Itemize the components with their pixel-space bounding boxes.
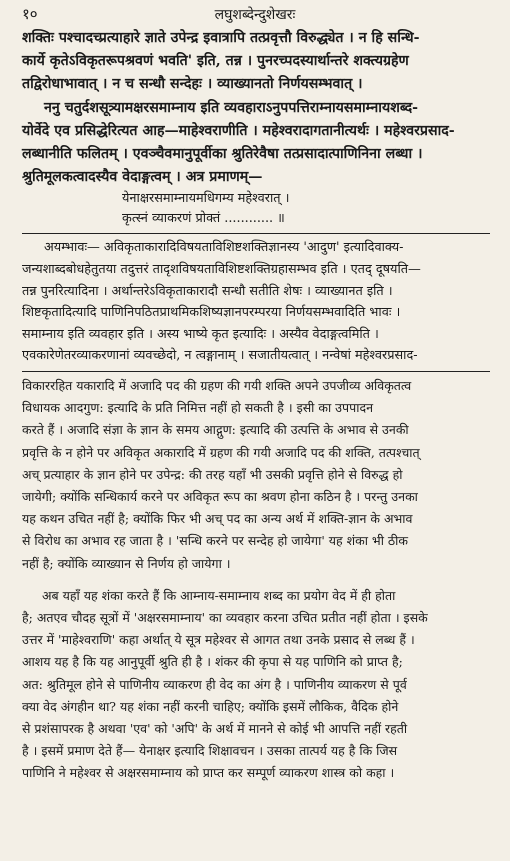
translation-line: विधायक आदगुण: इत्यादि के प्रति निमित्त नहीं हो सकती है । इसी का उपपादन (22, 400, 374, 416)
translation-line: अच् प्रत्याहार के ज्ञान होने पर उपेन्द्र: की तरह यहाँ भी उसकी प्रवृत्ति होने से विरुद्ध हो (22, 466, 403, 482)
translation-line: जायेगी; क्योंकि सन्धिकार्य करने पर अविकृत रूप का श्रवण होना कठिन है । परन्तु उनका (22, 489, 418, 504)
page-number: १० (22, 5, 38, 23)
verse-line: कृत्स्नं व्याकरणं प्रोक्तं ............ ॥ (122, 211, 285, 227)
verse-quote (22, 189, 496, 229)
translation-line: से प्रशंसापरक है अथवा 'एव' को 'अपि' के अर्थ में मानने से कोई भी आपत्ति नहीं रहती (22, 721, 408, 737)
root-line: योर्वेदे एव प्रसिद्धेरित्यत आह—माहेश्वराणीति । महेश्वरादागतानीत्यर्थः । महेश्वरप्रसाद- (22, 122, 455, 139)
translation-line: यह कथन उचित नहीं है; क्योंकि फिर भी अच् पद का अन्य अर्थ में शक्ति-ज्ञान के अभाव (22, 511, 413, 527)
translation-line: अब यहाँ यह शंका करते हैं कि आम्नाय-समाम्नाय शब्द का प्रयोग वेद में ही होता (42, 587, 396, 603)
translation-line: है; अतएव चौदह सूत्रों में 'अक्षरसमाम्नाय' का व्यवहार करना उचित प्रतीत नहीं होता । इसके (22, 610, 428, 626)
root-line: लब्धानीति फलितम् । एवञ्चैवमानुपूर्वीका श्रुतिरेवैषा तत्प्रसादात्पाणिनिना लब्धा । (22, 146, 423, 163)
translation-line: प्रवृत्ति के न होने पर अविकृत अकारादि में ग्रहण की गयी अजादि पद की शक्ति, तत्पश्चात् (22, 444, 420, 460)
translation-line: विकाररहित यकारादि में अजादि पद की ग्रहण की गयी शक्ति अपने उपजीव्य अविकृतत्व (22, 377, 412, 393)
translation-paragraph-2 (22, 585, 496, 785)
root-line: शक्तिः पश्चादच्प्रत्याहारे ज्ञाते उपेन्द्र इवात्रापि तत्प्रवृत्तौ विरुद्ध्येत । न हि सन्धि- (22, 30, 420, 46)
section-divider (22, 371, 490, 372)
translation-line: नहीं है; क्योंकि व्याख्यान से निर्णय हो जायेगा । (22, 555, 231, 571)
translation-line: से विरोध का अभाव रह जाता है । 'सन्धि करने पर सन्देह हो जायेगा' यह शंका भी ठीक (22, 533, 409, 549)
section-divider (22, 233, 490, 234)
translation-line: उत्तर में 'माहेश्वराणि' कहा अर्थात् ये सूत्र महेश्वर से आगत तथा उनके प्रसाद से लब्ध हैं । (22, 632, 415, 648)
translation-line: क्या वेद अंगहीन था? यह शंका नहीं करनी चाहिए; क्योंकि इसमें लौकिक, वैदिक होने (22, 698, 399, 714)
translation-line: पाणिनि ने महेश्वर से अक्षरसमाम्नाय को प्राप्त कर सम्पूर्ण व्याकरण शास्त्र को कहा । (22, 765, 395, 781)
commentary-line: समाम्नाय इति व्यवहार इति । अस्य भाष्ये कृत इत्यादिः । अस्यैव वेदाङ्गत्वमिति । (22, 326, 379, 342)
translation-line: आशय यह है कि यह आनुपूर्वी श्रुति ही है । शंकर की कृपा से यह पाणिनि को प्राप्त है; (22, 654, 403, 670)
root-line: कार्ये कृतेऽविकृतरूपश्रवणं भवति' इति, तन्न । पुनरच्पदस्यार्थान्तरे शक्त्यग्रहेण (22, 53, 409, 70)
commentary-line: अयम्भावः— अविकृताकारादिविषयताविशिष्टशक्तिज्ञानस्य 'आदुण' इत्यादिवाक्य- (44, 240, 404, 256)
commentary-line: जन्यशाब्दबोधहेतुतया तदुत्तरं तादृशविषयताविशिष्टशक्तिग्रहासम्भव इति । एतद् दूषयति— (22, 262, 421, 278)
commentary (22, 237, 496, 367)
translation-line: अत: श्रुतिमूल होने से पाणिनीय व्याकरण ही वेद का अंग है । पाणिनीय व्याकरण से पूर्व (22, 676, 407, 692)
commentary-line: एवकारेणेतरव्याकरणानां व्यवच्छेदो, न त्वङ्गानाम् । सजातीयत्वात् । नन्वेषां महेश्वरप्रसाद- (22, 348, 418, 364)
translation-paragraph-1 (22, 375, 496, 575)
translation-line: करते हैं । अजादि संज्ञा के ज्ञान के समय आद्गुण: इत्यादि की उत्पत्ति के अभाव से उनकी (22, 422, 409, 438)
root-line: श्रुतिमूलकत्वादस्यैव वेदाङ्गत्वम् । अत्र प्रमाणम्— (22, 169, 263, 186)
root-line: ननु चतुर्दशसूत्र्यामक्षरसमाम्नाय इति व्यवहाराऽनुपपत्तिराम्नायसमाम्नायशब्द- (44, 99, 419, 116)
commentary-line: शिष्टकृतादित्यादि पाणिनिपठितप्राथमिकशिष्यज्ञानपरम्परया निर्णयसम्भवादिति भावः । (22, 305, 401, 321)
translation-line: है । इसमें प्रमाण देते हैं— येनाक्षर इत्यादि शिक्षावचन । उसका तात्पर्य यह है कि जिस (22, 743, 398, 759)
root-text (22, 27, 496, 189)
commentary-line: तन्न पुनरित्यादिना । अर्थान्तरेऽविकृताकारादौ सन्धौ सतीति शेषः । व्याख्यानत इति । (22, 283, 393, 299)
running-title: लघुशब्देन्दुशेखरः (214, 7, 296, 23)
root-line: तद्विरोधाभावात् । न च सन्धौ सन्देहः । व्याख्यानतो निर्णयसम्भवात् । (22, 76, 363, 93)
verse-line: येनाक्षरसमाम्नायमधिगम्य महेश्वरात् । (122, 191, 290, 207)
